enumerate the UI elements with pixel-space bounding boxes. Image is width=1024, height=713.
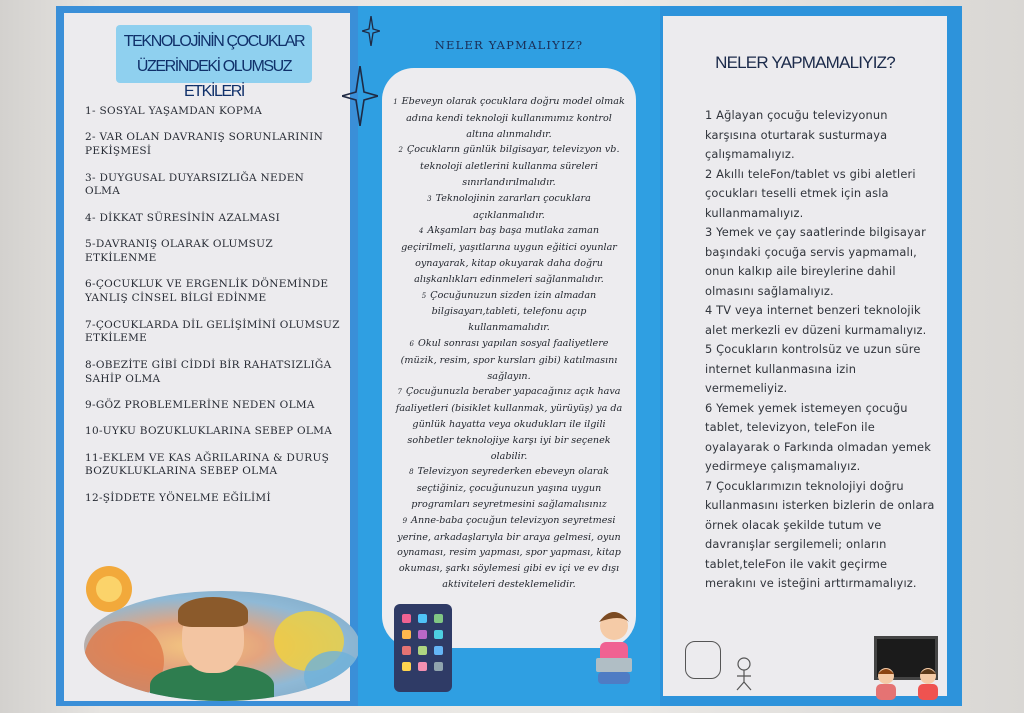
retro-tv-icon	[685, 641, 721, 679]
list-item: 7-ÇOCUKLARDA DİL GELİŞİMİNİ OLUMSUZ ETKİLEME	[85, 318, 340, 345]
list-item: 1- SOSYAL YAŞAMDAN KOPMA	[85, 105, 263, 117]
list-item: 3 Teknolojinin zararları çocuklara açıklanmalıdır.	[427, 192, 591, 221]
list-item: 9 Anne-baba çocuğun televizyon seyretmesi yerine, arkadaşlarıyla bir araya gelmesi, oyun oynaması, resim yapması, spor yapması, kitap okuması, şarkı söylemesi gibi ev içi ve ev dışı aktiviteleri desteklemelidir.	[397, 514, 621, 590]
list-item: 7 Çocuğunuzla beraber yapacağınız açık hava faaliyetleri (bisiklet kullanmak, yürüyüş) ya da günlük hayatta veya okudukları ile ilgili sohbetler teknolojiye karşı iyi bir seçenek olabilir.	[395, 386, 623, 462]
list-item: 3- DUYGUSAL DUYARSIZLIĞA NEDEN OLMA	[85, 171, 305, 198]
left-title-box	[116, 25, 312, 100]
list-item: 12-ŞİDDETE YÖNELME EĞİLİMİ	[85, 491, 271, 504]
right-panel	[660, 6, 962, 706]
kids-watching-tv-icon	[868, 664, 948, 704]
list-item: 1 Ebeveyn olarak çocuklara doğru model olmak adına kendi teknoloji kullanımımız kontrol altına alınmalıdır.	[393, 96, 625, 140]
kid-with-laptop-icon	[590, 606, 638, 690]
list-item: 2 Çocukların günlük bilgisayar, televizyon vb. teknoloji aletlerini kullanma süreleri sınırlandırılmalıdır.	[398, 144, 620, 188]
list-item: 2- VAR OLAN DAVRANIŞ SORUNLARININ PEKİŞMESİ	[85, 131, 324, 158]
list-item: 5-DAVRANIŞ OLARAK OLUMSUZ ETKİLENME	[85, 238, 273, 264]
list-item: 11-EKLEM VE KAS AĞRILARINA & DURUŞ BOZUKLUKLARINA SEBEP OLMA	[85, 451, 330, 478]
child-hair	[178, 597, 248, 627]
negative-effects-list	[85, 105, 340, 518]
right-panel-inner	[663, 16, 947, 696]
list-item: 5 Çocuğunuzun sizden izin almadan bilgisayarı,tableti, telefonu açıp kullanmamalıdır.	[421, 289, 597, 334]
tablet-icon	[394, 604, 452, 692]
list-item: 6-ÇOCUKLUK VE ERGENLİK DÖNEMİNDE YANLIŞ CİNSEL BİLGİ EDİNME	[85, 278, 329, 305]
list-item: 4 Akşamları baş başa mutlaka zaman geçirilmeli, yaşıtlarına uygun eğitici oyunlar oynayarak, kitap okuyarak daha doğru alışkanlıkları edinmeleri sağlanmalıdır.	[401, 225, 617, 285]
list-item: 4- DİKKAT SÜRESİNİN AZALMASI	[85, 211, 281, 224]
list-item: 6 Okul sonrası yapılan sosyal faaliyetlere (müzik, resim, spor kursları gibi) katılmasını sağlayın.	[400, 337, 618, 382]
middle-title: NELER YAPMALIYIZ?	[434, 38, 584, 52]
left-panel	[56, 6, 358, 706]
should-do-list	[392, 94, 626, 593]
list-item: 8 Televizyon seyrederken ebeveyn olarak seçtiğiniz, çocuğunuzun yaşına uygun programları seyretmesini sağlamalısınız	[409, 466, 609, 510]
left-title-line2: ÜZERİNDEKİ OLUMSUZ ETKİLERİ	[136, 58, 292, 100]
lion-icon	[86, 566, 132, 612]
list-item: 2 Akıllı teleFon/tablet vs gibi aletleri çocukları teselli etmek için asla kullanmamalıyız.	[705, 166, 916, 220]
should-not-do-list	[705, 106, 937, 594]
middle-card	[382, 68, 636, 648]
right-title: NELER YAPMAMALIYIZ?	[715, 53, 895, 72]
child-photo	[84, 591, 360, 701]
list-item: 7 Çocuklarımızın teknolojiyi doğru kullanmasını isterken bizlerin de onlara örnek olacak şekilde tutum ve davranışlar sergilemeli; onların tablet,teleFon ile vakit geçirme merakını ve isteğini arttırmamalıyız.	[705, 478, 935, 590]
list-item: 3 Yemek ve çay saatlerinde bilgisayar başındaki çocuğa servis yapmamalı, onun kalkıp aile bireylerine dahil olmasını sağlamalıyız.	[705, 225, 926, 298]
list-item: 9-GÖZ PROBLEMLERİNE NEDEN OLMA	[85, 398, 315, 411]
left-panel-inner	[64, 13, 350, 701]
sparkle-star-icon	[342, 66, 378, 126]
list-item: 8-OBEZİTE GİBİ CİDDİ BİR RAHATSIZLIĞA SAHİP OLMA	[85, 358, 332, 385]
middle-panel	[358, 6, 660, 706]
list-item: 6 Yemek yemek istemeyen çocuğu tablet, televizyon, teleFon ile oyalayarak o Farkında olmadan yemek yedirmeye çalışmamalıyız.	[705, 400, 931, 473]
left-title-line1: TEKNOLOJİNİN ÇOCUKLAR	[123, 33, 305, 50]
list-item: 1 Ağlayan çocuğu televizyonun karşısına oturtarak susturmaya çalışmamalıyız.	[705, 108, 888, 161]
list-item: 5 Çocukların kontrolsüz ve uzun süre internet kullanmasına izin vermemeliyiz.	[705, 342, 921, 395]
list-item: 10-UYKU BOZUKLUKLARINA SEBEP OLMA	[85, 425, 333, 438]
doodle-kid-icon	[729, 656, 759, 692]
list-item: 4 TV veya internet benzeri teknolojik alet merkezli ev düzeni kurmamalıyız.	[705, 303, 927, 337]
